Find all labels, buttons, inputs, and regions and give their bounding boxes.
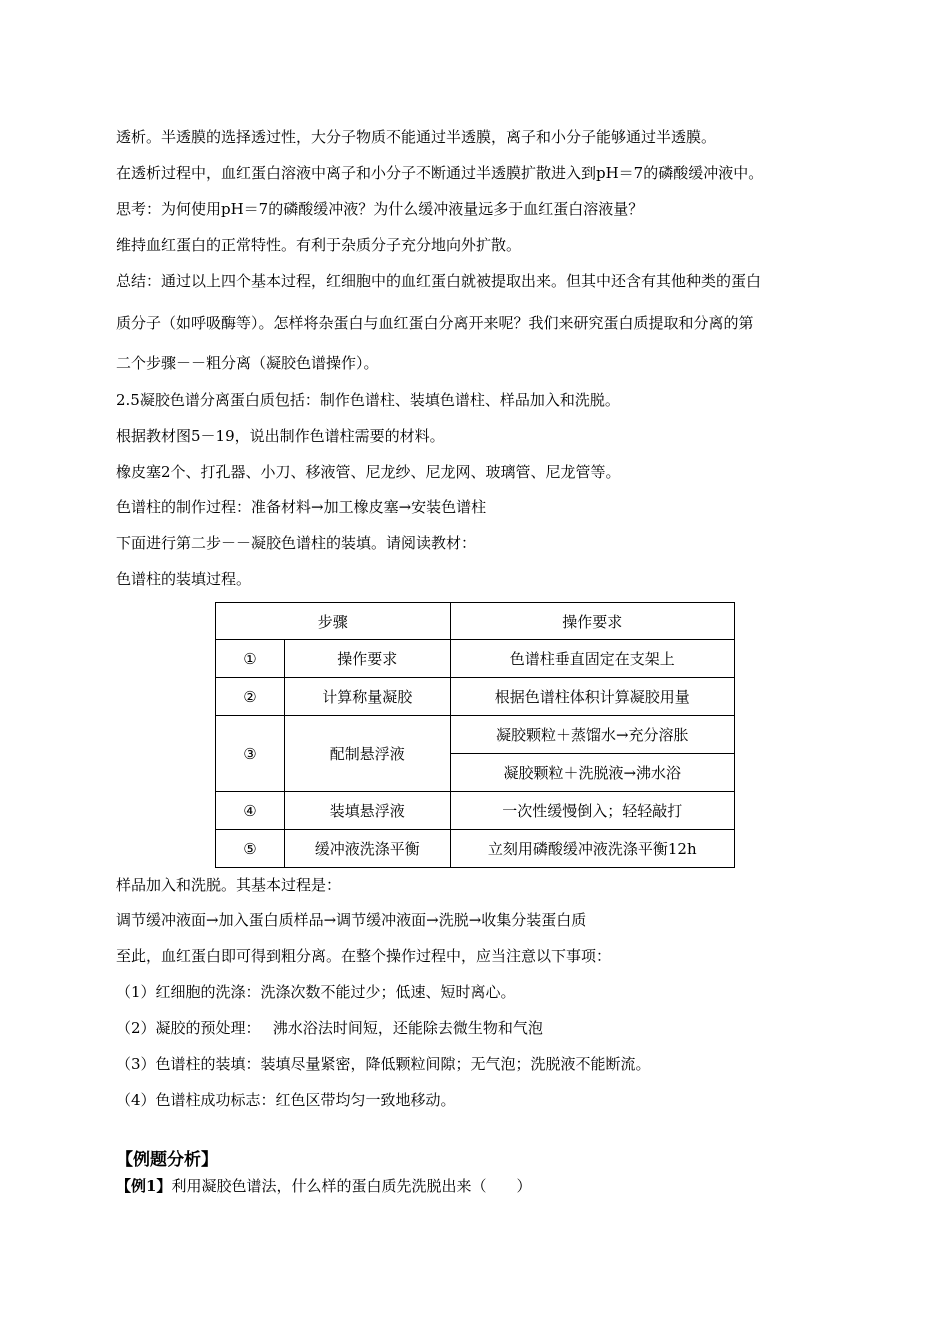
packing-steps-table: [215, 602, 735, 868]
step-number: ①: [216, 640, 285, 678]
table-row: [216, 830, 735, 868]
table-header-row: [216, 603, 735, 640]
paragraph-elution-flow: 调节缓冲液面→加入蛋白质样品→调节缓冲液面→洗脱→收集分装蛋白质: [116, 911, 587, 929]
step-name: 缓冲液洗涤平衡: [284, 830, 450, 868]
step-name: 计算称量凝胶: [284, 678, 450, 716]
step-name: 操作要求: [284, 640, 450, 678]
note-item-4: （4）色谱柱成功标志：红色区带均匀一致地移动。: [116, 1091, 456, 1109]
header-step: 步骤: [216, 603, 451, 640]
example-text: 利用凝胶色谱法，什么样的蛋白质先洗脱出来（ ）: [171, 1177, 532, 1195]
step-name: 配制悬浮液: [284, 716, 450, 792]
step-number: ②: [216, 678, 285, 716]
paragraph-dialysis-process: 在透析过程中，血红蛋白溶液中离子和小分子不断通过半透膜扩散进入到pH＝7的磷酸缓冲液中。: [116, 164, 764, 182]
table-row: [216, 716, 735, 754]
note-item-1: （1）红细胞的洗涤：洗涤次数不能过少；低速、短时离心。: [116, 983, 516, 1001]
step-requirement: 一次性缓慢倒入；轻轻敲打: [450, 792, 734, 830]
step-number: ③: [216, 716, 285, 792]
header-requirement: 操作要求: [450, 603, 734, 640]
paragraph-materials-prompt: 根据教材图5－19，说出制作色谱柱需要的材料。: [116, 427, 445, 445]
section-heading: 【例题分析】: [116, 1150, 218, 1170]
step-requirement: 凝胶颗粒＋蒸馏水→充分溶胀: [450, 716, 734, 754]
paragraph-summary-1: 总结：通过以上四个基本过程，红细胞中的血红蛋白就被提取出来。但其中还含有其他种类的蛋白: [116, 272, 762, 290]
note-item-2: （2）凝胶的预处理： 沸水浴法时间短，还能除去微生物和气泡: [116, 1019, 543, 1037]
paragraph-materials: 橡皮塞2个、打孔器、小刀、移液管、尼龙纱、尼龙网、玻璃管、尼龙管等。: [116, 463, 621, 481]
paragraph-answer: 维持血红蛋白的正常特性。有利于杂质分子充分地向外扩散。: [116, 236, 522, 254]
paragraph-gel-chromatography: 2.5凝胶色谱分离蛋白质包括：制作色谱柱、装填色谱柱、样品加入和洗脱。: [116, 391, 620, 409]
paragraph-question: 思考：为何使用pH＝7的磷酸缓冲液？为什么缓冲液量远多于血红蛋白溶液量？: [116, 200, 644, 218]
paragraph-summary-2: 质分子（如呼吸酶等）。怎样将杂蛋白与血红蛋白分离开来呢？我们来研究蛋白质提取和分离的第: [116, 314, 754, 332]
step-requirement: 色谱柱垂直固定在支架上: [450, 640, 734, 678]
step-name: 装填悬浮液: [284, 792, 450, 830]
example-label: 【例1】: [116, 1177, 172, 1195]
paragraph-column-making: 色谱柱的制作过程：准备材料→加工橡皮塞→安装色谱柱: [116, 498, 487, 516]
table-row: [216, 640, 735, 678]
step-requirement: 根据色谱柱体积计算凝胶用量: [450, 678, 734, 716]
step-number: ④: [216, 792, 285, 830]
paragraph-dialysis: 透析。半透膜的选择透过性，大分子物质不能通过半透膜，离子和小分子能够通过半透膜。: [116, 128, 717, 146]
step-requirement: 凝胶颗粒＋洗脱液→沸水浴: [450, 754, 734, 792]
table-row: [216, 678, 735, 716]
example-question: [116, 1176, 531, 1196]
note-item-3: （3）色谱柱的装填：装填尽量紧密，降低颗粒间隙；无气泡；洗脱液不能断流。: [116, 1055, 651, 1073]
paragraph-notes-intro: 至此，血红蛋白即可得到粗分离。在整个操作过程中，应当注意以下事项：: [116, 947, 612, 965]
step-number: ⑤: [216, 830, 285, 868]
paragraph-sample-loading: 样品加入和洗脱。其基本过程是：: [116, 876, 342, 894]
paragraph-packing-process: 色谱柱的装填过程。: [116, 570, 252, 588]
table-row: [216, 792, 735, 830]
paragraph-summary-3: 二个步骤－－粗分离（凝胶色谱操作）。: [116, 354, 379, 372]
paragraph-packing-intro: 下面进行第二步－－凝胶色谱柱的装填。请阅读教材：: [116, 534, 477, 552]
step-requirement: 立刻用磷酸缓冲液洗涤平衡12h: [450, 830, 734, 868]
